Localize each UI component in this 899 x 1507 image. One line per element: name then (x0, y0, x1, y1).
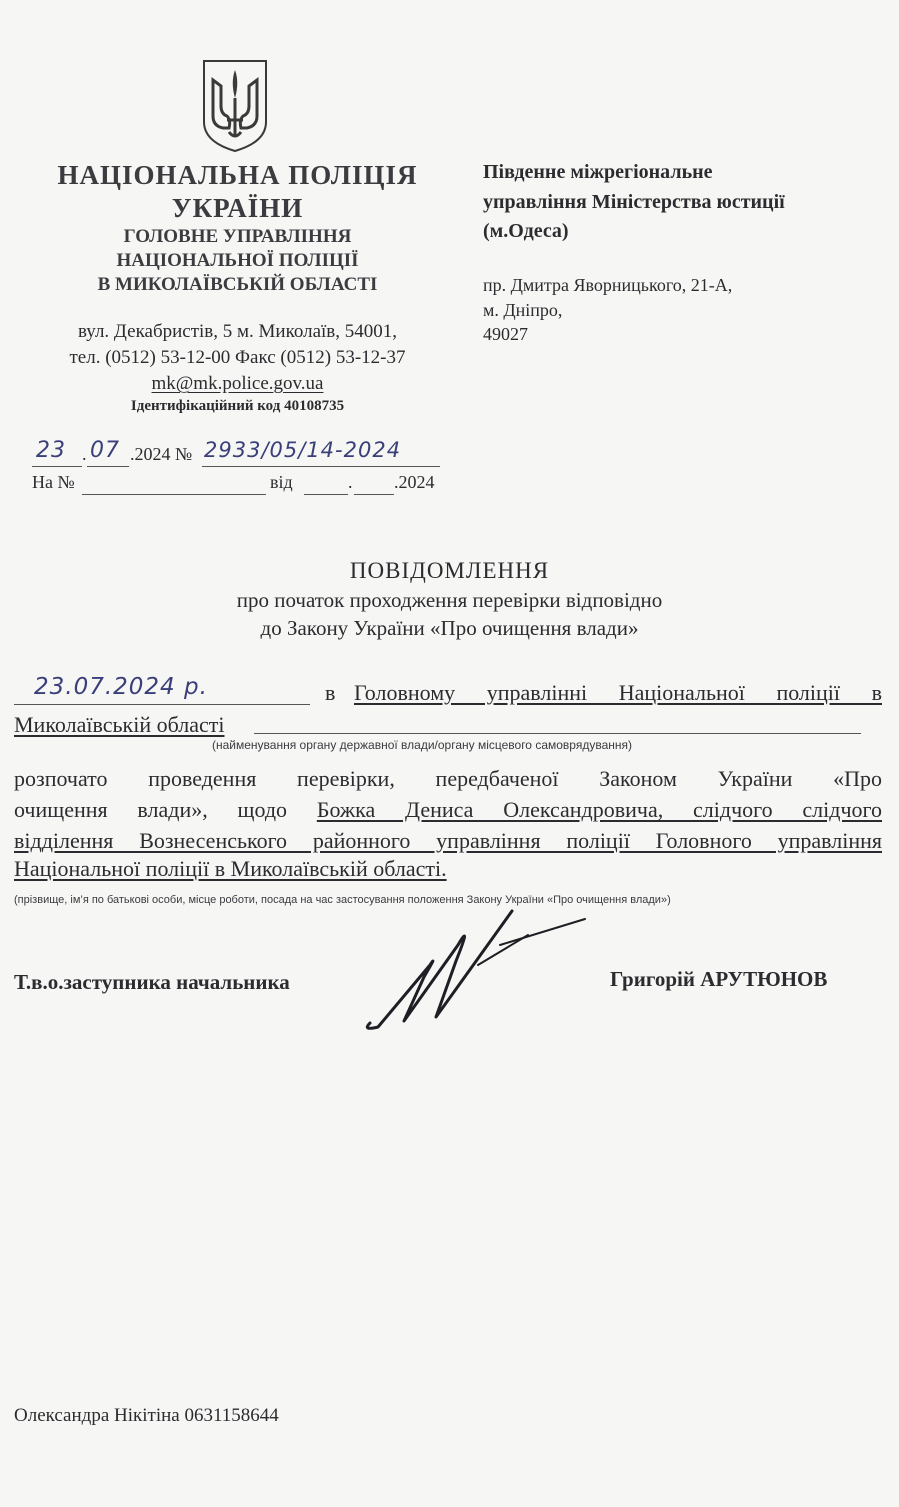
body-line-4-a: очищення влади», щодо (14, 797, 288, 822)
outgoing-year-label: .2024 № (130, 444, 193, 464)
sender-org-line-4: НАЦІОНАЛЬНОЇ ПОЛІЦІЇ (116, 250, 359, 271)
document-title: ПОВІДОМЛЕННЯ (349, 558, 550, 583)
reply-reference-row (32, 472, 442, 498)
body-org-b: Миколаївській області (14, 712, 225, 737)
recipient-address-2: м. Дніпро, (483, 300, 563, 320)
date-handwritten: 23.07.2024 р. (34, 674, 208, 700)
sender-org-line-3: ГОЛОВНЕ УПРАВЛІННЯ (123, 226, 352, 247)
tryzub-icon (201, 58, 269, 154)
sender-id-code: Ідентифікаційний код 40108735 (130, 398, 345, 414)
reply-year: .2024 (394, 472, 435, 492)
hint-person: (прізвище, ім’я по батькові особи, місце роботи, посада на час застосування положення Закону України «Про очищення влади») (14, 894, 671, 906)
person-name: Божка Дениса Олександровича, слідчого слідчого (316, 797, 883, 822)
outgoing-number-row (32, 440, 442, 470)
outgoing-day: 23 (36, 438, 66, 463)
recipient-address-3: 49027 (483, 324, 528, 344)
sender-address: вул. Декабристів, 5 м. Миколаїв, 54001, (77, 321, 398, 342)
outgoing-dot: . (82, 444, 87, 464)
recipient-address-1: пр. Дмитра Яворницького, 21-А, (483, 275, 733, 295)
outgoing-month: 07 (90, 438, 120, 463)
sender-phone: тел. (0512) 53-12-00 Факс (0512) 53-12-37 (69, 347, 406, 368)
body-org-a: Головному управлінні Національної поліції в (354, 680, 882, 705)
executor-contact: Олександра Нікітіна 0631158644 (14, 1405, 279, 1426)
document-subtitle-2: до Закону України «Про очищення влади» (260, 616, 639, 640)
outgoing-number: 2933/05/14-2024 (204, 438, 402, 462)
recipient-line-3: (м.Одеса) (483, 220, 569, 242)
recipient-line-1: Південне міжрегіональне (483, 161, 713, 183)
reply-prefix: На № (32, 472, 75, 492)
recipient-line-2: управління Міністерства юстиції (483, 191, 785, 213)
body-line-6: Національної поліції в Миколаївській області. (14, 856, 447, 881)
hint-organ-name: (найменування органу державної влади/органу місцевого самоврядування) (212, 738, 632, 752)
handwritten-signature (360, 905, 595, 1035)
sender-org-line-5: В МИКОЛАЇВСЬКІЙ ОБЛАСТІ (97, 274, 378, 295)
reply-dot: . (348, 472, 353, 492)
sender-org-line-2: УКРАЇНИ (171, 193, 304, 223)
sender-org-line-1: НАЦІОНАЛЬНА ПОЛІЦІЯ (57, 160, 418, 190)
signatory-name: Григорій АРУТЮНОВ (610, 967, 828, 991)
body-line-3: розпочато проведення перевірки, передбаченої Законом України «Про (14, 766, 882, 791)
signatory-role: Т.в.о.заступника начальника (14, 970, 290, 994)
body-line-4 (14, 797, 882, 823)
document-subtitle-1: про початок проходження перевірки відповідно (236, 588, 663, 612)
sender-email: mk@mk.police.gov.ua (151, 373, 324, 394)
body-line-5: відділення Вознесенського районного управління поліції Головного управління (14, 828, 882, 853)
reply-from: від (270, 472, 293, 492)
body-line-2 (14, 712, 882, 738)
body-in-word: в (325, 680, 336, 705)
